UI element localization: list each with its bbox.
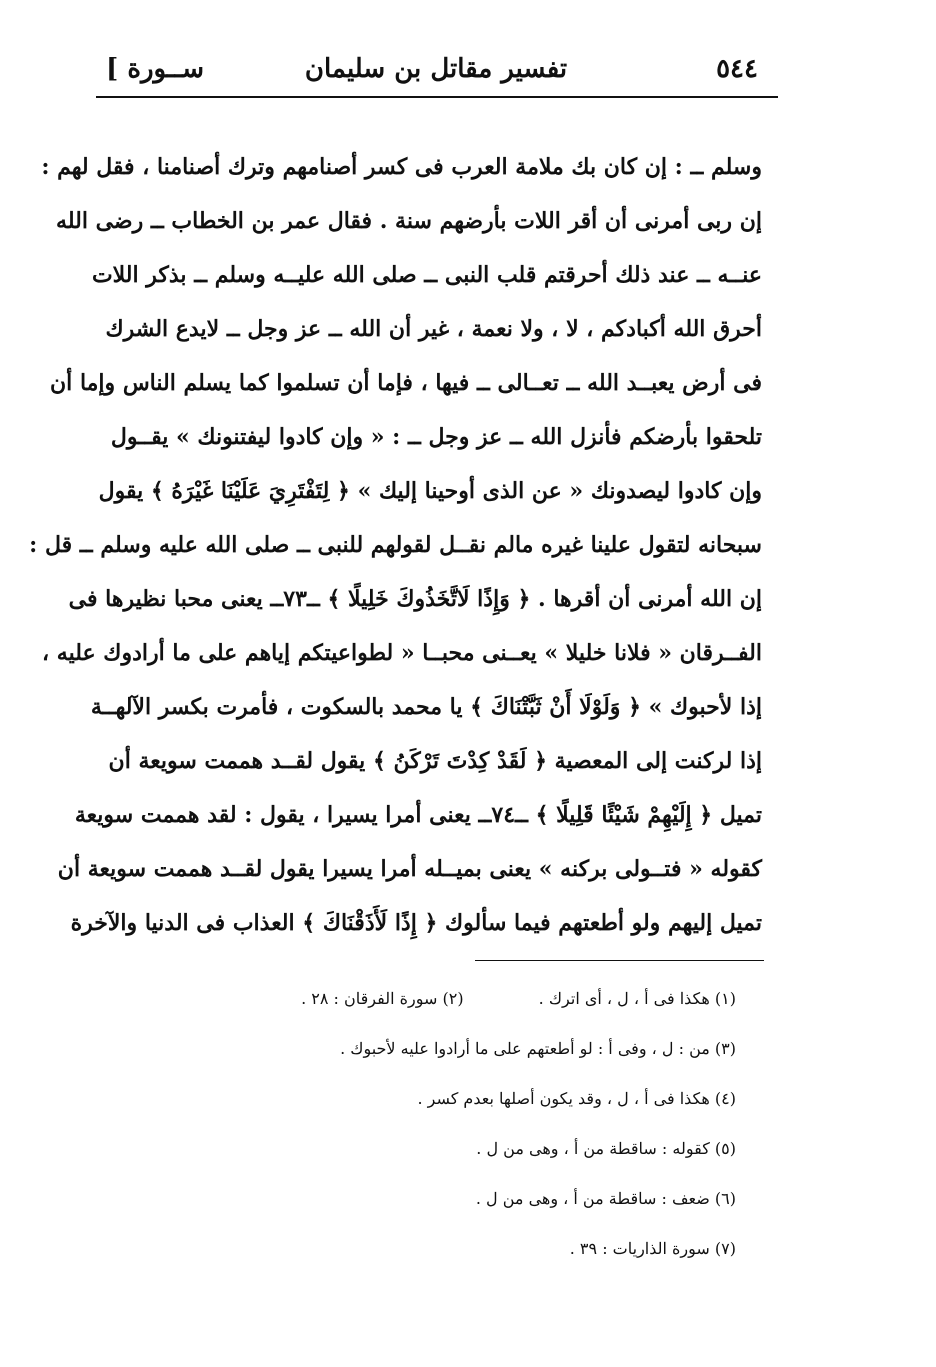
text-line: فى أرض يعبــد الله ــ تعــالى ــ فيها ، فإما أن تسلموا كما يسلم الناس وإما أن — [50, 370, 762, 396]
text-line: وسلم ــ : إن كان بك ملامة العرب فى كسر أصنامهم وترك أصنامنا ، فقل لهم : — [41, 154, 762, 180]
surah-label: [ ســورة — [106, 54, 204, 84]
footnote-row — [200, 984, 736, 1034]
text-line: إن الله أمرنى أن أقرها . ﴿ وَإِذًا لَاتَّخَذُوكَ خَلِيلًا ﴾ ــ٧٣ــ يعنى محبا نظيرها فى — [68, 586, 762, 612]
text-line: إذا لركنت إلى المعصية ﴿ لَقَدْ كِدْتَ تَرْكَنُ ﴾ يقول لقــد هممت سويعة أن — [108, 748, 762, 774]
header-rule — [96, 96, 778, 98]
text-line: وإن كادوا ليصدونك « عن الذى أوحينا إليك » ﴿ لِتَفْتَرِيَ عَلَيْنَا غَيْرَهُ ﴾ يقول — [98, 478, 762, 504]
page-number: ٥٤٤ — [716, 54, 758, 84]
text-line: عنــه ــ عند ذلك أحرقتم قلب النبى ــ صلى الله عليــه وسلم ــ بذكر اللات — [91, 262, 762, 288]
text-line: سبحانه لتقول علينا غيره مالم نقــل لقولهم للنبى ــ صلى الله عليه وسلم ــ قل : — [29, 532, 762, 558]
text-line: الفــرقان « فلانا خليلا » يعــنى محبــا « لطواعيتكم إياهم على ما أرادوك عليه ، — [42, 640, 762, 666]
footnote-2: (٢) سورة الفرقان : ٢٨ . — [301, 989, 464, 1008]
text-line: أحرق الله أكبادكم ، لا ، ولا نعمة ، غير أن الله ــ عز وجل ــ لايدع الشرك — [105, 316, 762, 342]
text-line: إن ربى أمرنى أن أقر اللات بأرضهم سنة . فقال عمر بن الخطاب ــ رضى الله — [56, 208, 762, 234]
footnote-3: (٣) من : ل ، وفى أ : لو أطعتهم على ما أرادوا عليه لأحبوك . — [340, 1039, 736, 1058]
footnote-4: (٤) هكذا فى أ ، ل ، وقد يكون أصلها بعدم كسر . — [417, 1089, 736, 1108]
text-line: تميل ﴿ إِلَيْهِمْ شَيْئًا قَلِيلًا ﴾ ــ٧٤ــ يعنى أمرا يسيرا ، يقول : لقد هممت سويعة — [74, 802, 762, 828]
main-text — [29, 140, 762, 950]
footnote-separator — [475, 960, 764, 961]
text-line: تلحقوا بأرضكم فأنزل الله ــ عز وجل ــ : « وإن كادوا ليفتنونك » يقــول — [110, 424, 762, 450]
footnotes — [200, 984, 736, 1284]
footnote-6: (٦) ضعف : ساقطة من أ ، وهى من ل . — [475, 1189, 736, 1208]
page-header — [96, 48, 776, 96]
text-line: كقوله « فتــولى بركنه » يعنى بميــله أمرا يسيرا يقول لقــد هممت سويعة أن — [57, 856, 762, 882]
text-line: إذا لأحبوك » ﴿ وَلَوْلَا أَنْ ثَبَّتْنَاكَ ﴾ يا محمد بالسكوت ، فأمرت بكسر الآلهــة — [90, 694, 762, 720]
running-title: تفسير مقاتل بن سليمان — [304, 54, 568, 84]
footnote-7: (٧) سورة الذاريات : ٣٩ . — [569, 1239, 736, 1258]
footnote-1: (١) هكذا فى أ ، ل ، أى اترك . — [538, 989, 736, 1008]
text-line: تميل إليهم ولو أطعتهم فيما سألوك ﴿ إِذًا لَأَذَقْنَاكَ ﴾ العذاب فى الدنيا والآخرة — [70, 910, 762, 936]
footnote-5: (٥) كقوله : ساقطة من أ ، وهى من ل . — [476, 1139, 736, 1158]
